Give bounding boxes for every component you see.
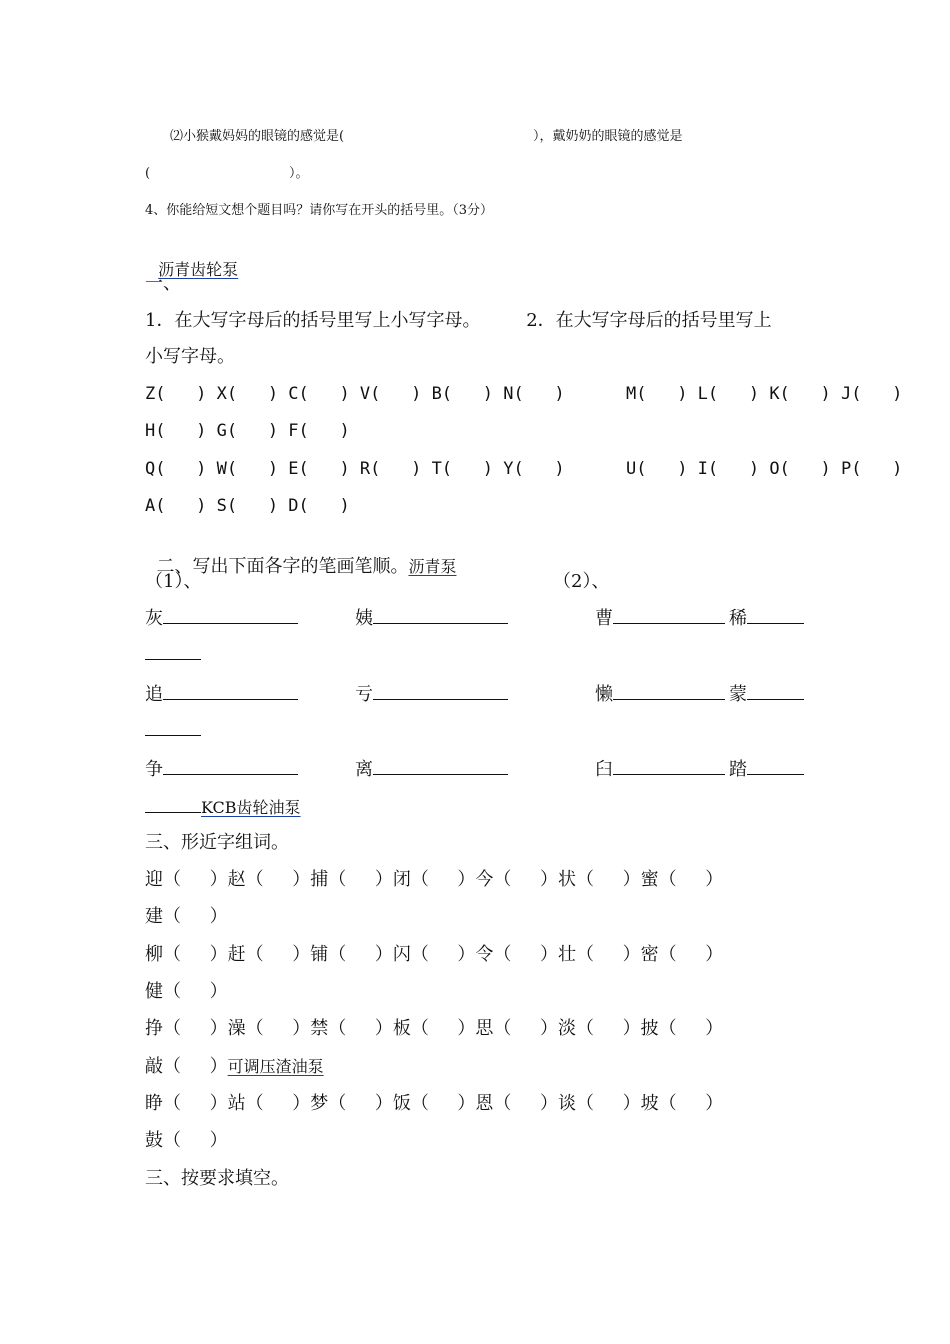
answer-line[interactable] [747, 606, 804, 624]
answer-line[interactable] [163, 757, 298, 775]
answer-line[interactable] [145, 795, 201, 813]
word-line: 迎（ ）赵（ ）捕（ ）闭（ ）今（ ）状（ ）蜜（ ） [145, 869, 724, 890]
answer-line[interactable] [163, 606, 298, 624]
answer-line-continued[interactable] [145, 642, 201, 666]
stroke-item: 争 [145, 757, 298, 781]
question-2-part-a: ⑵小猴戴妈妈的眼镜的感觉是( [170, 129, 345, 144]
group-label-1: （1）、 [145, 571, 202, 592]
answer-line-continued[interactable] [145, 718, 201, 742]
word-line: 鼓（ ） [145, 1130, 228, 1151]
answer-line[interactable] [373, 682, 508, 700]
stroke-item: 稀 [729, 606, 804, 630]
question-2-part-b: ），戴奶奶的眼镜的感觉是 [533, 129, 683, 144]
word-line-with-link: 敲（ ）可调压渣油泵 [145, 1056, 324, 1077]
letters-row-1: Z( ) X( ) C( ) V( ) B( ) N( ) M( ) L( ) K( ) J( ) [145, 384, 903, 404]
stroke-item: 灰 [145, 606, 298, 630]
letters-row-3: Q( ) W( ) E( ) R( ) T( ) Y( ) U( ) I( ) O( ) P( ) [145, 459, 903, 479]
answer-line-with-link [145, 795, 301, 819]
stroke-item: 懒 [595, 682, 725, 706]
question-2-part-c-open: ( [145, 166, 151, 181]
section-4-heading: 三、按要求填空。 [145, 1168, 289, 1189]
section-3-heading: 三、形近字组词。 [145, 832, 289, 853]
letters-row-2: H( ) G( ) F( ) [145, 421, 350, 441]
word-line: 建（ ） [145, 906, 228, 927]
link-text[interactable]: 沥青齿轮泵 [158, 260, 239, 279]
link-asphalt-pump[interactable]: 沥青泵 [408, 557, 457, 576]
answer-line[interactable] [163, 682, 298, 700]
stroke-item: 亏 [355, 682, 508, 706]
link-adjustable-residue-pump[interactable]: 可调压渣油泵 [227, 1057, 324, 1076]
stroke-item: 蒙 [729, 682, 804, 706]
word-line: 健（ ） [145, 981, 228, 1002]
answer-line[interactable] [373, 757, 508, 775]
stroke-item: 臼 [595, 757, 725, 781]
answer-line[interactable] [747, 757, 804, 775]
link-kcb-gear-oil-pump[interactable]: KCB齿轮油泵 [201, 798, 301, 817]
letters-row-4: A( ) S( ) D( ) [145, 496, 350, 516]
section-1-instruction-line-1: 1．在大写字母后的括号里写上小写字母。 2．在大写字母后的括号里写上 [145, 310, 772, 331]
word-line: 柳（ ）赶（ ）铺（ ）闪（ ）令（ ）壮（ ）密（ ） [145, 944, 724, 965]
stroke-item: 追 [145, 682, 298, 706]
question-4: 4、你能给短文想个题目吗？请你写在开头的括号里。（3分） [145, 203, 494, 218]
question-2-part-c-close: ）。 [289, 166, 309, 181]
word-line: 睁（ ）站（ ）梦（ ）饭（ ）恩（ ）谈（ ）坡（ ） [145, 1093, 724, 1114]
section-2-heading-text: 二、写出下面各字的笔画笔顺。 [156, 556, 409, 577]
section-1-instruction-line-2: 小写字母。 [145, 346, 235, 367]
stroke-item: 踏 [729, 757, 804, 781]
answer-line[interactable] [613, 682, 725, 700]
section-1-heading: 一、 [145, 273, 181, 294]
answer-line[interactable] [613, 757, 725, 775]
answer-line[interactable] [747, 682, 804, 700]
answer-line[interactable] [373, 606, 508, 624]
group-label-2: （2）、 [553, 571, 610, 592]
stroke-item: 姨 [355, 606, 508, 630]
stroke-item: 曹 [595, 606, 725, 630]
answer-line[interactable] [613, 606, 725, 624]
stroke-item: 离 [355, 757, 508, 781]
word-line: 挣（ ）澡（ ）禁（ ）板（ ）思（ ）淡（ ）披（ ） [145, 1018, 724, 1039]
